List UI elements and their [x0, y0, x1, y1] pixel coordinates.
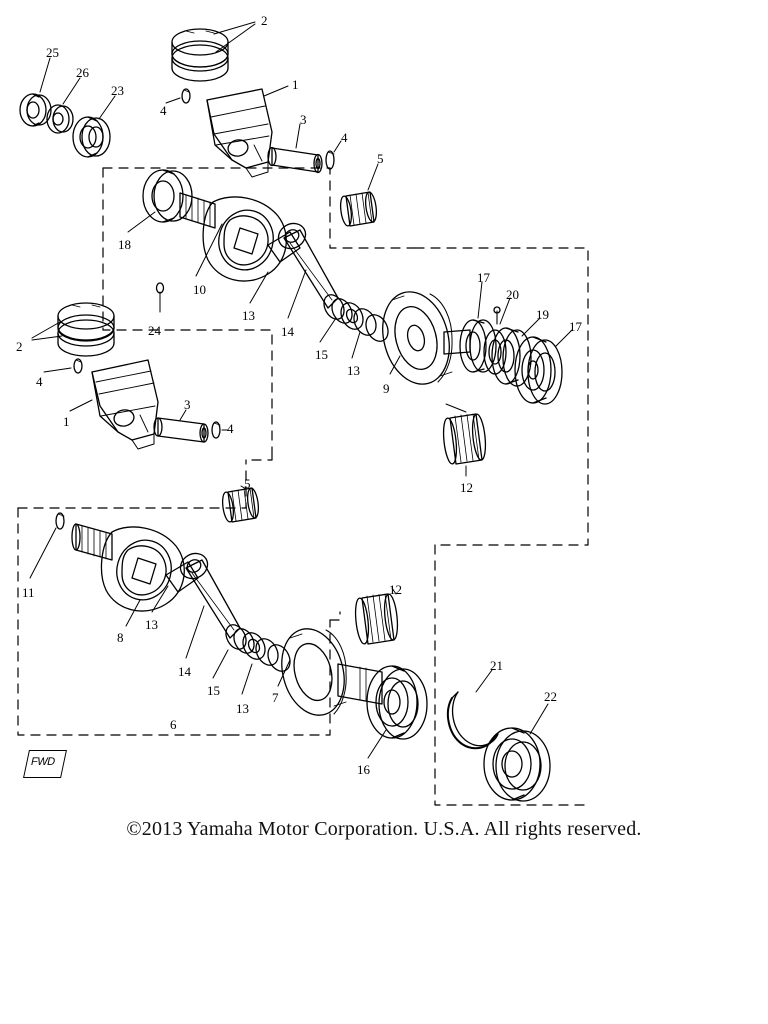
callout-6: 6 — [170, 717, 177, 732]
callout-21: 21 — [490, 658, 503, 673]
copyright-notice: ©2013 Yamaha Motor Corporation. U.S.A. All rights reserved. — [126, 818, 642, 840]
callout-2-mid: 2 — [16, 339, 23, 354]
callout-3-top: 3 — [300, 112, 307, 127]
callout-19: 19 — [536, 307, 549, 322]
callout-13-top-b: 13 — [347, 363, 360, 378]
callout-5-mid: 5 — [244, 476, 251, 491]
callout-17-b: 17 — [569, 319, 582, 334]
callout-8: 8 — [117, 630, 124, 645]
callout-13-bot-b: 13 — [236, 701, 249, 716]
callout-26: 26 — [76, 65, 89, 80]
callout-18: 18 — [118, 237, 131, 252]
callout-13-bot-a: 13 — [145, 617, 158, 632]
callout-2-top: 2 — [261, 13, 268, 28]
callout-15-top: 15 — [315, 347, 328, 362]
callout-17-a: 17 — [477, 270, 490, 285]
callout-5-top: 5 — [377, 151, 384, 166]
callout-4-top-right: 4 — [341, 130, 348, 145]
callout-13-top-a: 13 — [242, 308, 255, 323]
callout-7: 7 — [272, 690, 279, 705]
callout-25: 25 — [46, 45, 59, 60]
callout-12-top: 12 — [460, 480, 473, 495]
callout-4-top-left: 4 — [160, 103, 167, 118]
callout-24: 24 — [148, 323, 161, 338]
callout-4-mid-left: 4 — [36, 374, 43, 389]
callout-23: 23 — [111, 83, 124, 98]
callout-15-bot: 15 — [207, 683, 220, 698]
callout-11: 11 — [22, 585, 35, 600]
callout-10: 10 — [193, 282, 206, 297]
callout-12-bot: 12 — [389, 582, 402, 597]
callout-9: 9 — [383, 381, 390, 396]
callout-1-top: 1 — [292, 77, 299, 92]
callout-16: 16 — [357, 762, 370, 777]
callout-4-mid-right: 4 — [227, 421, 234, 436]
callout-1-mid: 1 — [63, 414, 70, 429]
callout-3-mid: 3 — [184, 397, 191, 412]
fwd-marker-label: FWD — [29, 756, 56, 768]
callout-20: 20 — [506, 287, 519, 302]
callout-14-top: 14 — [281, 324, 294, 339]
callout-22: 22 — [544, 689, 557, 704]
callout-14-bot: 14 — [178, 664, 191, 679]
